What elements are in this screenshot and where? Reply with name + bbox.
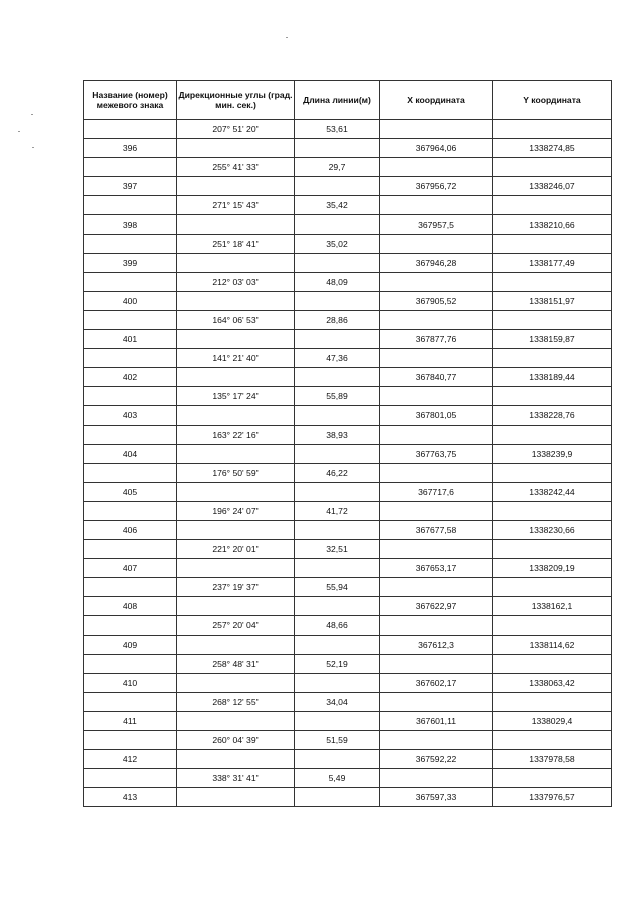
- table-row: [84, 578, 612, 597]
- y-coordinate-cell: [493, 234, 612, 253]
- direction-angle-cell: [177, 368, 295, 387]
- line-length-cell: [295, 368, 380, 387]
- marker-name-cell: 402: [84, 368, 177, 387]
- direction-angle-cell: 255° 41' 33": [177, 158, 295, 177]
- direction-angle-cell: 268° 12' 55": [177, 692, 295, 711]
- x-coordinate-cell: 367946,28: [380, 253, 493, 272]
- marker-name-cell: 400: [84, 291, 177, 310]
- line-length-cell: [295, 139, 380, 158]
- line-length-cell: [295, 291, 380, 310]
- x-coordinate-cell: 367717,6: [380, 482, 493, 501]
- line-length-cell: 53,61: [295, 120, 380, 139]
- line-length-cell: [295, 559, 380, 578]
- table-row: [84, 349, 612, 368]
- line-length-cell: [295, 177, 380, 196]
- direction-angle-cell: [177, 788, 295, 807]
- table-row: [84, 540, 612, 559]
- line-length-cell: [295, 253, 380, 272]
- x-coordinate-cell: 367840,77: [380, 368, 493, 387]
- line-length-cell: 38,93: [295, 425, 380, 444]
- marker-name-cell: [84, 654, 177, 673]
- header-x-coordinate: X координата: [380, 81, 493, 120]
- direction-angle-cell: 221° 20' 01": [177, 540, 295, 559]
- direction-angle-cell: 212° 03' 03": [177, 272, 295, 291]
- line-length-cell: [295, 482, 380, 501]
- direction-angle-cell: [177, 177, 295, 196]
- x-coordinate-cell: [380, 425, 493, 444]
- direction-angle-cell: 260° 04' 39": [177, 731, 295, 750]
- x-coordinate-cell: [380, 387, 493, 406]
- line-length-cell: 52,19: [295, 654, 380, 673]
- table-row: [84, 234, 612, 253]
- y-coordinate-cell: [493, 463, 612, 482]
- x-coordinate-cell: 367602,17: [380, 673, 493, 692]
- y-coordinate-cell: 1338210,66: [493, 215, 612, 234]
- marker-name-cell: 413: [84, 788, 177, 807]
- direction-angle-cell: 135° 17' 24": [177, 387, 295, 406]
- direction-angle-cell: [177, 750, 295, 769]
- table-row: [84, 196, 612, 215]
- boundary-coordinates-table: [83, 80, 612, 807]
- table-row: [84, 750, 612, 769]
- table-row: [84, 387, 612, 406]
- direction-angle-cell: [177, 711, 295, 730]
- x-coordinate-cell: [380, 234, 493, 253]
- direction-angle-cell: 207° 51' 20": [177, 120, 295, 139]
- table-row: [84, 711, 612, 730]
- table-row: [84, 368, 612, 387]
- direction-angle-cell: [177, 139, 295, 158]
- x-coordinate-cell: 367653,17: [380, 559, 493, 578]
- direction-angle-cell: [177, 444, 295, 463]
- y-coordinate-cell: 1338209,19: [493, 559, 612, 578]
- line-length-cell: 34,04: [295, 692, 380, 711]
- x-coordinate-cell: [380, 310, 493, 329]
- y-coordinate-cell: [493, 120, 612, 139]
- table-row: [84, 559, 612, 578]
- x-coordinate-cell: 367877,76: [380, 330, 493, 349]
- marker-name-cell: 406: [84, 520, 177, 539]
- table-row: [84, 520, 612, 539]
- table-row: [84, 406, 612, 425]
- header-direction-angle: Дирекционные углы (град. мин. сек.): [177, 81, 295, 120]
- line-length-cell: [295, 520, 380, 539]
- direction-angle-cell: 251° 18' 41": [177, 234, 295, 253]
- x-coordinate-cell: [380, 616, 493, 635]
- direction-angle-cell: [177, 291, 295, 310]
- x-coordinate-cell: [380, 731, 493, 750]
- marker-name-cell: 410: [84, 673, 177, 692]
- marker-name-cell: [84, 196, 177, 215]
- direction-angle-cell: 196° 24' 07": [177, 501, 295, 520]
- marker-name-cell: 404: [84, 444, 177, 463]
- y-coordinate-cell: 1338242,44: [493, 482, 612, 501]
- line-length-cell: 5,49: [295, 769, 380, 788]
- marker-name-cell: [84, 234, 177, 253]
- marker-name-cell: 397: [84, 177, 177, 196]
- direction-angle-cell: [177, 330, 295, 349]
- table-row: [84, 501, 612, 520]
- scan-speck: [32, 147, 34, 148]
- marker-name-cell: 399: [84, 253, 177, 272]
- y-coordinate-cell: [493, 196, 612, 215]
- y-coordinate-cell: [493, 616, 612, 635]
- marker-name-cell: [84, 731, 177, 750]
- marker-name-cell: [84, 578, 177, 597]
- direction-angle-cell: [177, 635, 295, 654]
- x-coordinate-cell: [380, 769, 493, 788]
- x-coordinate-cell: 367905,52: [380, 291, 493, 310]
- table-row: [84, 120, 612, 139]
- direction-angle-cell: 257° 20' 04": [177, 616, 295, 635]
- line-length-cell: 47,36: [295, 349, 380, 368]
- x-coordinate-cell: [380, 158, 493, 177]
- marker-name-cell: [84, 158, 177, 177]
- y-coordinate-cell: [493, 654, 612, 673]
- header-y-coordinate: Y координата: [493, 81, 612, 120]
- x-coordinate-cell: 367592,22: [380, 750, 493, 769]
- x-coordinate-cell: 367964,06: [380, 139, 493, 158]
- marker-name-cell: 408: [84, 597, 177, 616]
- line-length-cell: [295, 750, 380, 769]
- x-coordinate-cell: [380, 463, 493, 482]
- y-coordinate-cell: [493, 692, 612, 711]
- x-coordinate-cell: [380, 196, 493, 215]
- direction-angle-cell: [177, 253, 295, 272]
- table-row: [84, 597, 612, 616]
- scan-speck: [18, 131, 20, 132]
- table-row: [84, 482, 612, 501]
- table-row: [84, 158, 612, 177]
- y-coordinate-cell: 1338063,42: [493, 673, 612, 692]
- x-coordinate-cell: 367763,75: [380, 444, 493, 463]
- y-coordinate-cell: [493, 310, 612, 329]
- direction-angle-cell: 141° 21' 40": [177, 349, 295, 368]
- y-coordinate-cell: 1338228,76: [493, 406, 612, 425]
- y-coordinate-cell: 1338230,66: [493, 520, 612, 539]
- y-coordinate-cell: 1338189,44: [493, 368, 612, 387]
- line-length-cell: 55,89: [295, 387, 380, 406]
- x-coordinate-cell: 367957,5: [380, 215, 493, 234]
- y-coordinate-cell: [493, 501, 612, 520]
- x-coordinate-cell: 367677,58: [380, 520, 493, 539]
- y-coordinate-cell: 1338151,97: [493, 291, 612, 310]
- marker-name-cell: 411: [84, 711, 177, 730]
- y-coordinate-cell: [493, 387, 612, 406]
- table-row: [84, 463, 612, 482]
- marker-name-cell: 405: [84, 482, 177, 501]
- x-coordinate-cell: 367801,05: [380, 406, 493, 425]
- line-length-cell: 28,86: [295, 310, 380, 329]
- table-row: [84, 444, 612, 463]
- line-length-cell: [295, 215, 380, 234]
- line-length-cell: 48,66: [295, 616, 380, 635]
- marker-name-cell: 398: [84, 215, 177, 234]
- line-length-cell: 51,59: [295, 731, 380, 750]
- line-length-cell: 46,22: [295, 463, 380, 482]
- x-coordinate-cell: 367597,33: [380, 788, 493, 807]
- line-length-cell: 32,51: [295, 540, 380, 559]
- marker-name-cell: 403: [84, 406, 177, 425]
- marker-name-cell: [84, 616, 177, 635]
- y-coordinate-cell: 1338274,85: [493, 139, 612, 158]
- direction-angle-cell: 338° 31' 41": [177, 769, 295, 788]
- marker-name-cell: 396: [84, 139, 177, 158]
- marker-name-cell: [84, 387, 177, 406]
- direction-angle-cell: 258° 48' 31": [177, 654, 295, 673]
- x-coordinate-cell: [380, 120, 493, 139]
- line-length-cell: 29,7: [295, 158, 380, 177]
- marker-name-cell: [84, 120, 177, 139]
- x-coordinate-cell: [380, 578, 493, 597]
- y-coordinate-cell: [493, 272, 612, 291]
- direction-angle-cell: [177, 673, 295, 692]
- line-length-cell: [295, 330, 380, 349]
- direction-angle-cell: [177, 597, 295, 616]
- table-row: [84, 253, 612, 272]
- line-length-cell: 41,72: [295, 501, 380, 520]
- direction-angle-cell: [177, 482, 295, 501]
- marker-name-cell: [84, 769, 177, 788]
- table-row: [84, 788, 612, 807]
- y-coordinate-cell: 1338177,49: [493, 253, 612, 272]
- table-row: [84, 635, 612, 654]
- marker-name-cell: 401: [84, 330, 177, 349]
- table-row: [84, 177, 612, 196]
- direction-angle-cell: 237° 19' 37": [177, 578, 295, 597]
- y-coordinate-cell: 1337978,58: [493, 750, 612, 769]
- y-coordinate-cell: 1338246,07: [493, 177, 612, 196]
- line-length-cell: [295, 788, 380, 807]
- table-row: [84, 654, 612, 673]
- table-row: [84, 272, 612, 291]
- line-length-cell: [295, 406, 380, 425]
- line-length-cell: 35,42: [295, 196, 380, 215]
- table-row: [84, 215, 612, 234]
- direction-angle-cell: [177, 215, 295, 234]
- x-coordinate-cell: [380, 272, 493, 291]
- marker-name-cell: [84, 349, 177, 368]
- y-coordinate-cell: 1338239,9: [493, 444, 612, 463]
- y-coordinate-cell: [493, 158, 612, 177]
- y-coordinate-cell: [493, 425, 612, 444]
- table-row: [84, 139, 612, 158]
- y-coordinate-cell: [493, 769, 612, 788]
- x-coordinate-cell: [380, 692, 493, 711]
- scan-speck: [31, 114, 33, 115]
- direction-angle-cell: [177, 520, 295, 539]
- y-coordinate-cell: [493, 578, 612, 597]
- x-coordinate-cell: 367956,72: [380, 177, 493, 196]
- x-coordinate-cell: [380, 540, 493, 559]
- marker-name-cell: 407: [84, 559, 177, 578]
- marker-name-cell: 409: [84, 635, 177, 654]
- y-coordinate-cell: 1338114,62: [493, 635, 612, 654]
- table-header-row: [84, 81, 612, 120]
- y-coordinate-cell: 1338162,1: [493, 597, 612, 616]
- x-coordinate-cell: 367622,97: [380, 597, 493, 616]
- x-coordinate-cell: [380, 501, 493, 520]
- direction-angle-cell: [177, 406, 295, 425]
- table-row: [84, 616, 612, 635]
- line-length-cell: [295, 444, 380, 463]
- header-marker-name: Название (номер) межевого знака: [84, 81, 177, 120]
- marker-name-cell: [84, 501, 177, 520]
- table-row: [84, 769, 612, 788]
- table-row: [84, 673, 612, 692]
- line-length-cell: [295, 635, 380, 654]
- table-row: [84, 310, 612, 329]
- line-length-cell: [295, 673, 380, 692]
- header-line-length: Длина линии(м): [295, 81, 380, 120]
- y-coordinate-cell: [493, 349, 612, 368]
- line-length-cell: 48,09: [295, 272, 380, 291]
- line-length-cell: 35,02: [295, 234, 380, 253]
- table-row: [84, 425, 612, 444]
- y-coordinate-cell: [493, 540, 612, 559]
- x-coordinate-cell: 367601,11: [380, 711, 493, 730]
- direction-angle-cell: 176° 50' 59": [177, 463, 295, 482]
- marker-name-cell: [84, 272, 177, 291]
- line-length-cell: 55,94: [295, 578, 380, 597]
- y-coordinate-cell: 1338029,4: [493, 711, 612, 730]
- marker-name-cell: [84, 692, 177, 711]
- marker-name-cell: [84, 540, 177, 559]
- scan-speck: [286, 37, 288, 38]
- direction-angle-cell: 271° 15' 43": [177, 196, 295, 215]
- table-row: [84, 692, 612, 711]
- y-coordinate-cell: 1337976,57: [493, 788, 612, 807]
- x-coordinate-cell: [380, 349, 493, 368]
- direction-angle-cell: 164° 06' 53": [177, 310, 295, 329]
- marker-name-cell: [84, 310, 177, 329]
- table-row: [84, 731, 612, 750]
- x-coordinate-cell: [380, 654, 493, 673]
- marker-name-cell: [84, 425, 177, 444]
- direction-angle-cell: [177, 559, 295, 578]
- marker-name-cell: [84, 463, 177, 482]
- table-row: [84, 330, 612, 349]
- direction-angle-cell: 163° 22' 16": [177, 425, 295, 444]
- x-coordinate-cell: 367612,3: [380, 635, 493, 654]
- line-length-cell: [295, 711, 380, 730]
- table-row: [84, 291, 612, 310]
- marker-name-cell: 412: [84, 750, 177, 769]
- y-coordinate-cell: 1338159,87: [493, 330, 612, 349]
- line-length-cell: [295, 597, 380, 616]
- y-coordinate-cell: [493, 731, 612, 750]
